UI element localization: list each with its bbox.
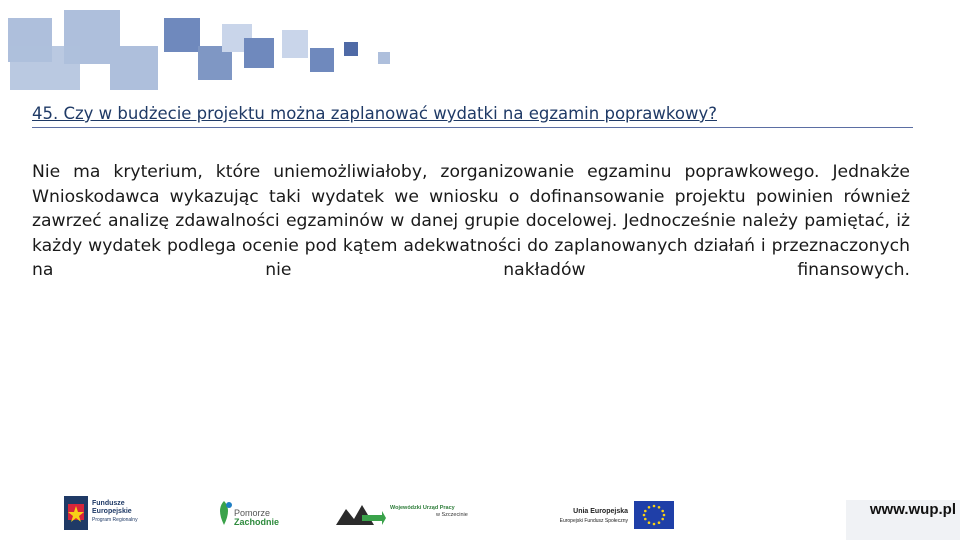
decor-square [244, 38, 274, 68]
decor-square [344, 42, 358, 56]
pomorze-line1: Pomorze [234, 508, 271, 518]
fe-star-icon [64, 496, 88, 530]
footer-logos [0, 495, 960, 540]
decor-square [110, 46, 158, 90]
fe-title: Fundusze Europejskie [92, 500, 132, 515]
wup-logo [336, 501, 486, 531]
wup-subtitle: w Szczecinie [436, 512, 468, 518]
decor-square [378, 52, 390, 64]
wup-mountain-icon [336, 501, 386, 527]
website-link[interactable]: www.wup.pl [846, 500, 960, 540]
decor-square [164, 18, 200, 52]
heading-divider [32, 127, 913, 128]
eu-flag-icon [634, 501, 674, 529]
decor-square [282, 30, 308, 58]
pomorze-leaf-icon [214, 499, 234, 527]
slide-heading: 45. Czy w budżecie projektu można zaplanować wydatki na egzamin poprawkowy? [32, 104, 717, 123]
wup-title: Wojewódzki Urząd Pracy [390, 505, 455, 511]
eu-title: Unia Europejska [573, 508, 628, 515]
eu-subtitle: Europejski Fundusz Społeczny [559, 518, 628, 524]
pomorze-zachodnie-logo [214, 499, 284, 531]
eu-logo [538, 501, 678, 531]
fe-subtitle: Program Regionalny [92, 517, 138, 523]
pomorze-line2: Zachodnie [234, 517, 280, 527]
decor-square [310, 48, 334, 72]
fundusze-europejskie-logo [64, 496, 164, 532]
slide-body: Nie ma kryterium, które uniemożliwiałoby, zorganizowanie egzaminu poprawkowego. Jednakże Wnioskodawca wykazując taki wydatek we wniosku o dofinansowanie projektu powinien również zawrzeć analizę zdawalności egzaminów w danej grupie docelowej. Jednocześnie należy pamiętać, iż każdy wydatek podlega ocenie pod kątem adekwatności do zaplanowanych działań i przeznaczonych na nie nakładów finansowych. [32, 162, 910, 280]
decor-square [10, 46, 80, 90]
